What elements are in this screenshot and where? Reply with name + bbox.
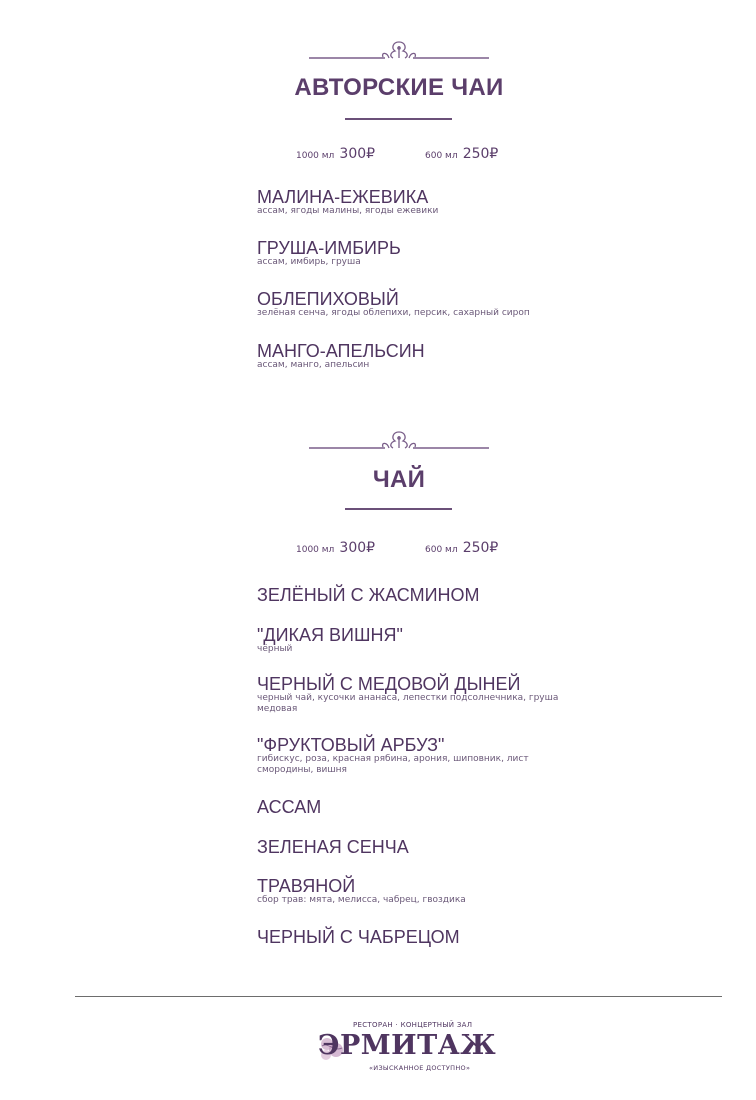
restaurant-logo (316, 1018, 497, 1074)
title-underline (345, 118, 452, 120)
logo-slogan: «ИЗЫСКАННОЕ ДОСТУПНО» (369, 1064, 471, 1072)
price-volume: 600 мл (425, 545, 458, 555)
item-name: "ФРУКТОВЫЙ АРБУЗ" (257, 735, 445, 755)
item-name: ТРАВЯНОЙ (257, 876, 356, 896)
item-name: АССАМ (257, 797, 322, 817)
ornament-icon (309, 428, 489, 454)
ornament-icon (309, 38, 489, 64)
logo-tagline-top: РЕСТОРАН · КОНЦЕРТНЫЙ ЗАЛ (353, 1021, 473, 1029)
price-small (425, 143, 498, 162)
section-title: ЧАЙ (372, 466, 426, 493)
item-description: чёрный (257, 644, 293, 654)
item-name: МАЛИНА-ЕЖЕВИКА (257, 187, 429, 207)
item-name: ЗЕЛЁНЫЙ С ЖАСМИНОМ (257, 585, 480, 605)
price-small (425, 537, 498, 556)
menu-item (257, 838, 617, 856)
logo-wordmark: ЭРМИТАЖ (318, 1030, 497, 1061)
item-name: ЧЕРНЫЙ С МЕДОВОЙ ДЫНЕЙ (257, 674, 521, 694)
menu-item (257, 626, 617, 655)
menu-item (257, 239, 617, 268)
price-amount: 300₽ (339, 146, 376, 162)
item-name: "ДИКАЯ ВИШНЯ" (257, 625, 403, 645)
menu-item (257, 736, 617, 776)
menu-item (257, 342, 617, 371)
price-volume: 1000 мл (296, 545, 335, 555)
item-name: ЗЕЛЕНАЯ СЕНЧА (257, 837, 409, 857)
menu-item (257, 290, 617, 319)
item-name: ЧЕРНЫЙ С ЧАБРЕЦОМ (257, 927, 460, 947)
menu-item (257, 877, 617, 906)
item-description: ассам, ягоды малины, ягоды ежевики (257, 206, 439, 216)
menu-item (257, 675, 617, 715)
price-large (296, 537, 375, 556)
price-amount: 300₽ (339, 540, 376, 556)
price-volume: 1000 мл (296, 151, 335, 161)
price-large (296, 143, 375, 162)
footer-divider (75, 996, 722, 997)
item-description: ассам, манго, апельсин (257, 360, 370, 370)
menu-item (257, 586, 617, 604)
item-description: ассам, имбирь, груша (257, 257, 361, 267)
menu-item (257, 928, 617, 946)
item-name: МАНГО-АПЕЛЬСИН (257, 341, 425, 361)
section-title: АВТОРСКИЕ ЧАИ (294, 74, 504, 101)
price-amount: 250₽ (462, 540, 499, 556)
price-volume: 600 мл (425, 151, 458, 161)
item-name: ГРУША-ИМБИРЬ (257, 238, 401, 258)
item-description: сбор трав: мята, мелисса, чабрец, гвоздика (257, 895, 466, 905)
item-description: гибискус, роза, красная рябина, арония, шиповник, лист смородины, вишня (257, 754, 529, 775)
item-name: ОБЛЕПИХОВЫЙ (257, 289, 399, 309)
menu-item (257, 188, 617, 217)
item-description: черный чай, кусочки ананаса, лепестки подсолнечника, груша медовая (257, 693, 559, 714)
price-row (296, 143, 556, 163)
item-description: зелёная сенча, ягоды облепихи, персик, сахарный сироп (257, 308, 530, 318)
title-underline (345, 508, 452, 510)
menu-item (257, 798, 617, 816)
price-row (296, 537, 556, 557)
price-amount: 250₽ (462, 146, 499, 162)
